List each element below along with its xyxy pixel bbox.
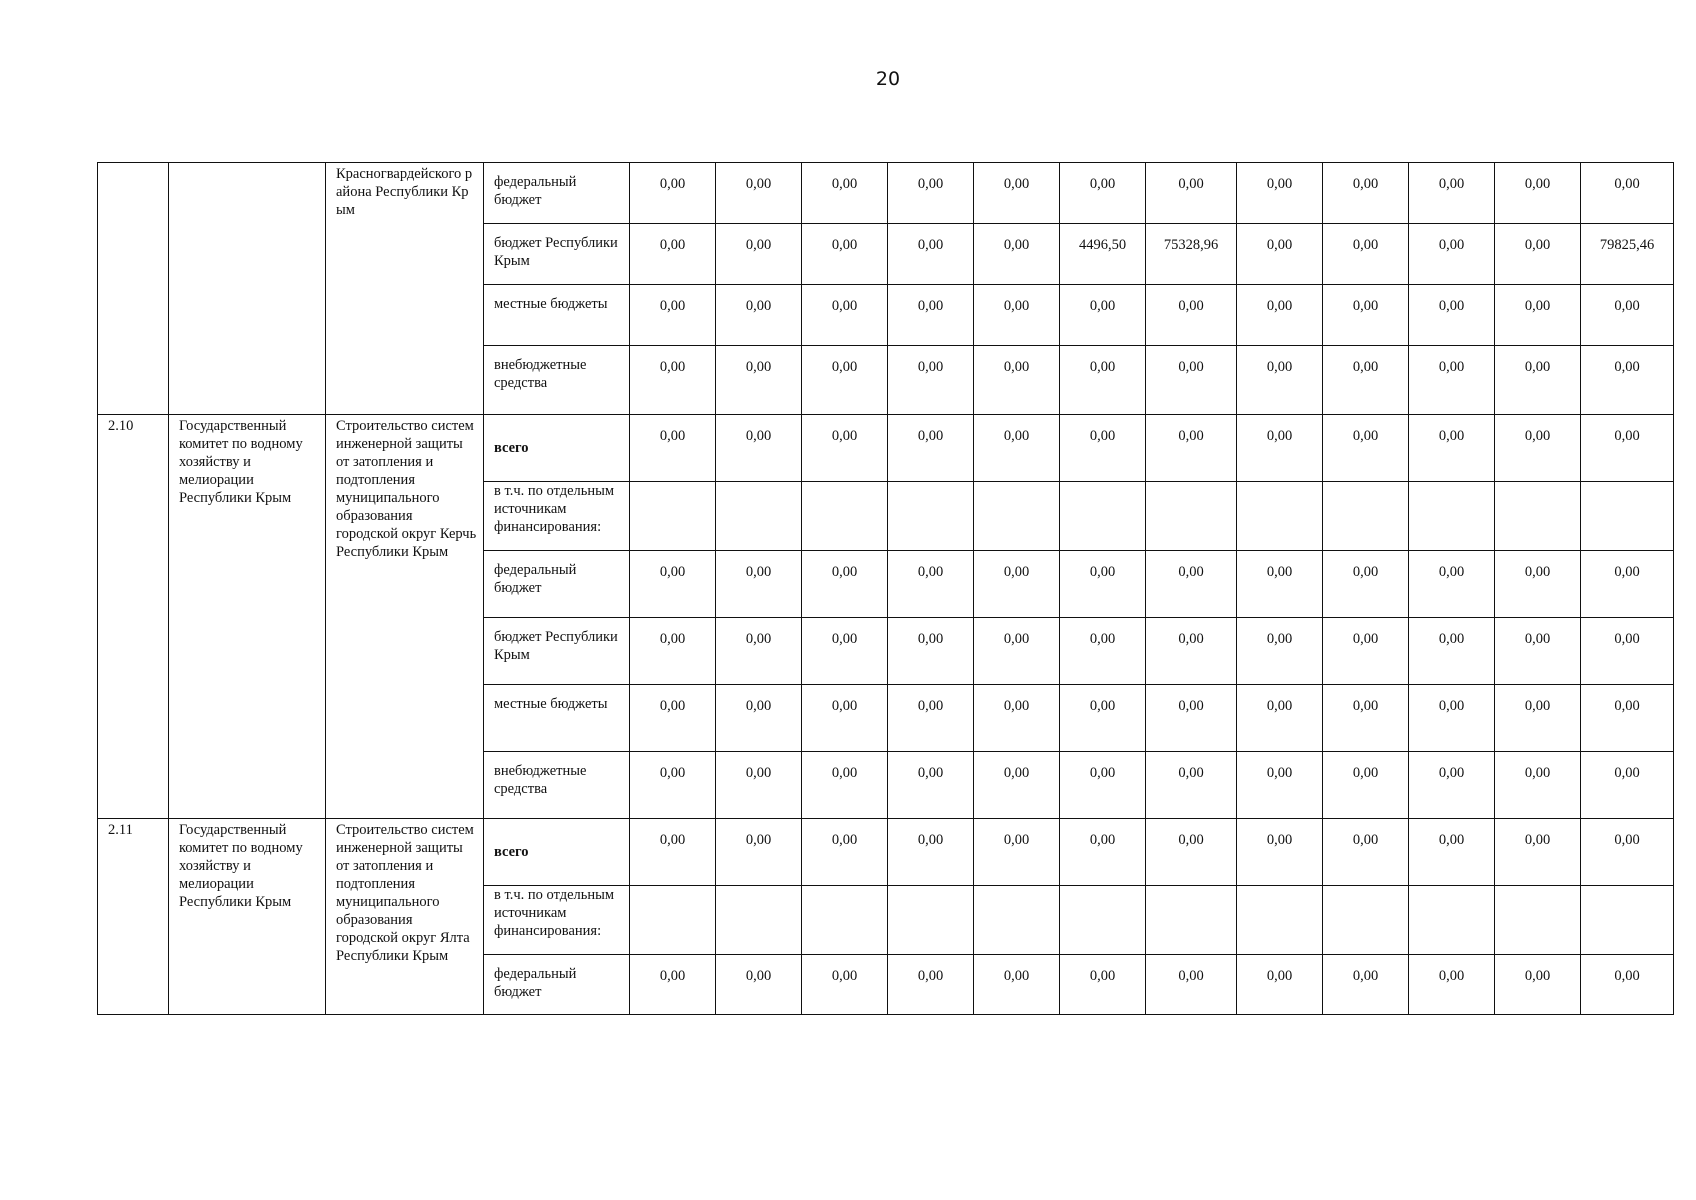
item-code: 2.10	[98, 415, 169, 819]
amount-cell: 0,00	[716, 285, 802, 346]
table-row	[98, 163, 1674, 224]
amount-cell: 0,00	[1060, 415, 1146, 482]
amount-cell: 0,00	[974, 163, 1060, 224]
funding-source: местные бюджеты	[484, 685, 630, 752]
item-title: Строительство систем инженерной защиты от затопления и подтопления муниципального образования городской округ Ялта Республики Крым	[326, 819, 484, 1015]
amount-cell: 0,00	[802, 685, 888, 752]
amount-cell: 0,00	[1146, 551, 1237, 618]
amount-cell: 0,00	[1323, 346, 1409, 415]
funding-source: бюджет Республики Крым	[484, 224, 630, 285]
item-title: Красногвардейского района Республики Крым	[326, 163, 484, 415]
amount-cell: 0,00	[1323, 618, 1409, 685]
amount-cell: 0,00	[1409, 685, 1495, 752]
amount-cell: 0,00	[1060, 618, 1146, 685]
amount-cell: 0,00	[1146, 415, 1237, 482]
amount-cell	[1409, 886, 1495, 955]
amount-cell: 0,00	[802, 224, 888, 285]
amount-cell: 0,00	[888, 955, 974, 1015]
amount-cell: 0,00	[888, 819, 974, 886]
amount-cell: 0,00	[630, 285, 716, 346]
amount-cell: 0,00	[1060, 285, 1146, 346]
amount-cell: 0,00	[1409, 415, 1495, 482]
amount-cell: 0,00	[1237, 752, 1323, 819]
amount-cell: 0,00	[1323, 163, 1409, 224]
amount-cell	[802, 886, 888, 955]
amount-cell: 0,00	[802, 346, 888, 415]
amount-cell: 0,00	[1581, 685, 1674, 752]
amount-cell	[1581, 482, 1674, 551]
amount-cell: 0,00	[974, 685, 1060, 752]
amount-cell: 0,00	[1409, 163, 1495, 224]
amount-cell: 0,00	[974, 955, 1060, 1015]
funding-source: всего	[484, 415, 630, 482]
amount-cell	[888, 482, 974, 551]
amount-cell: 0,00	[716, 415, 802, 482]
amount-cell: 0,00	[716, 224, 802, 285]
amount-cell: 0,00	[888, 285, 974, 346]
amount-cell: 0,00	[630, 752, 716, 819]
amount-cell: 0,00	[1237, 415, 1323, 482]
item-executor: Государственный комитет по водному хозяйству и мелиорации Республики Крым	[169, 415, 326, 819]
amount-cell: 0,00	[974, 752, 1060, 819]
amount-cell: 0,00	[716, 346, 802, 415]
amount-cell: 0,00	[1581, 346, 1674, 415]
amount-cell	[1060, 482, 1146, 551]
amount-cell: 0,00	[802, 285, 888, 346]
amount-cell: 0,00	[630, 346, 716, 415]
amount-cell: 0,00	[716, 685, 802, 752]
amount-cell: 0,00	[1581, 955, 1674, 1015]
amount-cell: 0,00	[1495, 752, 1581, 819]
funding-source: в т.ч. по отдельным источникам финансирования:	[484, 482, 630, 551]
amount-cell: 0,00	[1146, 163, 1237, 224]
amount-cell	[630, 886, 716, 955]
amount-cell: 0,00	[1581, 551, 1674, 618]
amount-cell: 0,00	[1581, 285, 1674, 346]
item-executor: Государственный комитет по водному хозяйству и мелиорации Республики Крым	[169, 819, 326, 1015]
amount-cell: 0,00	[1581, 163, 1674, 224]
amount-cell: 0,00	[1146, 685, 1237, 752]
amount-cell: 0,00	[630, 551, 716, 618]
amount-cell: 0,00	[974, 618, 1060, 685]
amount-cell: 0,00	[1581, 618, 1674, 685]
amount-cell: 0,00	[716, 618, 802, 685]
amount-cell: 0,00	[888, 752, 974, 819]
amount-cell: 0,00	[1237, 618, 1323, 685]
amount-cell	[1060, 886, 1146, 955]
amount-cell: 0,00	[716, 163, 802, 224]
amount-cell: 0,00	[888, 685, 974, 752]
amount-cell: 0,00	[1323, 685, 1409, 752]
amount-cell: 0,00	[974, 224, 1060, 285]
amount-cell: 0,00	[1409, 752, 1495, 819]
amount-cell: 0,00	[1237, 285, 1323, 346]
amount-cell	[1495, 482, 1581, 551]
item-title: Строительство систем инженерной защиты от затопления и подтопления муниципального образования городской округ Керчь Республики Крым	[326, 415, 484, 819]
table-row	[98, 819, 1674, 886]
amount-cell	[1237, 482, 1323, 551]
funding-source: всего	[484, 819, 630, 886]
amount-cell: 0,00	[716, 752, 802, 819]
amount-cell: 0,00	[1237, 685, 1323, 752]
amount-cell: 0,00	[974, 346, 1060, 415]
amount-cell: 0,00	[1060, 955, 1146, 1015]
amount-cell: 0,00	[1060, 551, 1146, 618]
amount-cell: 0,00	[1146, 285, 1237, 346]
amount-cell: 0,00	[630, 415, 716, 482]
amount-cell: 0,00	[1060, 163, 1146, 224]
amount-cell: 0,00	[716, 551, 802, 618]
amount-cell	[1409, 482, 1495, 551]
amount-cell: 0,00	[974, 415, 1060, 482]
amount-cell: 4496,50	[1060, 224, 1146, 285]
amount-cell: 0,00	[1146, 618, 1237, 685]
amount-cell: 0,00	[1146, 955, 1237, 1015]
amount-cell: 0,00	[1323, 285, 1409, 346]
amount-cell: 0,00	[1237, 346, 1323, 415]
amount-cell: 0,00	[1146, 819, 1237, 886]
budget-table	[97, 162, 1674, 1015]
amount-cell: 0,00	[1237, 163, 1323, 224]
amount-cell: 0,00	[1323, 752, 1409, 819]
amount-cell: 0,00	[802, 819, 888, 886]
amount-cell: 0,00	[888, 346, 974, 415]
amount-cell: 0,00	[1409, 346, 1495, 415]
amount-cell: 0,00	[1409, 618, 1495, 685]
amount-cell: 0,00	[1237, 551, 1323, 618]
amount-cell: 0,00	[1323, 551, 1409, 618]
amount-cell: 0,00	[974, 285, 1060, 346]
amount-cell: 0,00	[1581, 819, 1674, 886]
amount-cell: 0,00	[1060, 819, 1146, 886]
budget-table-body	[98, 163, 1674, 1015]
amount-cell: 0,00	[1237, 819, 1323, 886]
amount-cell: 0,00	[1495, 163, 1581, 224]
amount-cell	[1581, 886, 1674, 955]
amount-cell: 0,00	[1146, 346, 1237, 415]
amount-cell: 0,00	[1323, 955, 1409, 1015]
amount-cell: 0,00	[1495, 224, 1581, 285]
amount-cell: 0,00	[1581, 415, 1674, 482]
amount-cell	[630, 482, 716, 551]
amount-cell: 0,00	[974, 819, 1060, 886]
amount-cell	[888, 886, 974, 955]
funding-source: в т.ч. по отдельным источникам финансирования:	[484, 886, 630, 955]
amount-cell: 0,00	[888, 224, 974, 285]
amount-cell	[802, 482, 888, 551]
amount-cell	[1323, 886, 1409, 955]
amount-cell	[1146, 886, 1237, 955]
amount-cell	[716, 482, 802, 551]
amount-cell: 0,00	[1409, 224, 1495, 285]
amount-cell: 0,00	[1323, 819, 1409, 886]
funding-source: местные бюджеты	[484, 285, 630, 346]
amount-cell: 0,00	[1581, 752, 1674, 819]
amount-cell: 0,00	[1495, 618, 1581, 685]
amount-cell	[974, 886, 1060, 955]
amount-cell: 0,00	[716, 819, 802, 886]
amount-cell: 0,00	[1409, 551, 1495, 618]
amount-cell: 0,00	[1060, 346, 1146, 415]
amount-cell: 0,00	[802, 618, 888, 685]
page-number: 20	[875, 68, 901, 90]
amount-cell: 0,00	[1237, 224, 1323, 285]
amount-cell: 0,00	[802, 551, 888, 618]
amount-cell: 0,00	[630, 685, 716, 752]
funding-source: внебюджетные средства	[484, 346, 630, 415]
amount-cell: 0,00	[1495, 415, 1581, 482]
amount-cell	[1146, 482, 1237, 551]
amount-cell: 0,00	[1495, 285, 1581, 346]
amount-cell: 0,00	[1323, 224, 1409, 285]
amount-cell: 79825,46	[1581, 224, 1674, 285]
amount-cell: 0,00	[1060, 685, 1146, 752]
amount-cell: 0,00	[802, 415, 888, 482]
item-executor	[169, 163, 326, 415]
amount-cell	[1495, 886, 1581, 955]
amount-cell: 0,00	[630, 618, 716, 685]
amount-cell: 0,00	[630, 955, 716, 1015]
amount-cell: 0,00	[1237, 955, 1323, 1015]
amount-cell: 0,00	[888, 415, 974, 482]
amount-cell: 0,00	[802, 752, 888, 819]
amount-cell: 0,00	[888, 163, 974, 224]
amount-cell: 0,00	[630, 224, 716, 285]
amount-cell: 0,00	[1146, 752, 1237, 819]
amount-cell	[1323, 482, 1409, 551]
amount-cell	[716, 886, 802, 955]
amount-cell: 0,00	[1495, 346, 1581, 415]
amount-cell: 0,00	[888, 618, 974, 685]
amount-cell: 0,00	[1409, 285, 1495, 346]
amount-cell: 0,00	[1409, 819, 1495, 886]
amount-cell: 0,00	[802, 163, 888, 224]
amount-cell: 0,00	[1495, 955, 1581, 1015]
amount-cell: 0,00	[888, 551, 974, 618]
funding-source: бюджет Республики Крым	[484, 618, 630, 685]
amount-cell	[974, 482, 1060, 551]
amount-cell: 0,00	[1495, 685, 1581, 752]
amount-cell: 0,00	[1060, 752, 1146, 819]
amount-cell: 0,00	[630, 819, 716, 886]
amount-cell: 75328,96	[1146, 224, 1237, 285]
funding-source: федеральный бюджет	[484, 955, 630, 1015]
amount-cell: 0,00	[1495, 551, 1581, 618]
item-code: 2.11	[98, 819, 169, 1015]
amount-cell: 0,00	[802, 955, 888, 1015]
funding-source: федеральный бюджет	[484, 551, 630, 618]
funding-source: федеральный бюджет	[484, 163, 630, 224]
amount-cell	[1237, 886, 1323, 955]
amount-cell: 0,00	[974, 551, 1060, 618]
amount-cell: 0,00	[630, 163, 716, 224]
item-code	[98, 163, 169, 415]
amount-cell: 0,00	[1323, 415, 1409, 482]
table-row	[98, 415, 1674, 482]
amount-cell: 0,00	[1495, 819, 1581, 886]
amount-cell: 0,00	[1409, 955, 1495, 1015]
funding-source: внебюджетные средства	[484, 752, 630, 819]
amount-cell: 0,00	[716, 955, 802, 1015]
